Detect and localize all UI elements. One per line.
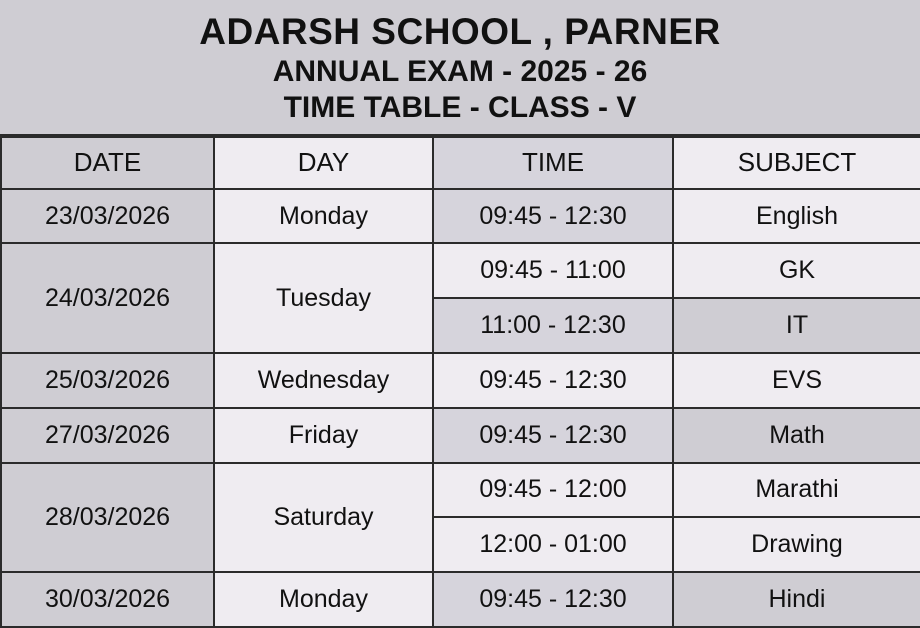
- cell-subject: Drawing: [673, 517, 920, 572]
- table-body: [1, 189, 920, 627]
- cell-date: 23/03/2026: [1, 189, 214, 244]
- cell-subject: Marathi: [673, 463, 920, 518]
- table-header: [1, 137, 920, 189]
- cell-day: Tuesday: [214, 243, 433, 353]
- cell-subject: IT: [673, 298, 920, 353]
- table-row: [1, 353, 920, 408]
- cell-date: 28/03/2026: [1, 463, 214, 573]
- cell-date: 27/03/2026: [1, 408, 214, 463]
- document-header: [0, 0, 920, 136]
- column-header-date: DATE: [1, 137, 214, 189]
- cell-time: 09:45 - 11:00: [433, 243, 673, 298]
- table-row: [1, 189, 920, 244]
- table-row: [1, 572, 920, 627]
- cell-subject: EVS: [673, 353, 920, 408]
- cell-time: 09:45 - 12:30: [433, 408, 673, 463]
- column-header-time: TIME: [433, 137, 673, 189]
- table-row: [1, 243, 920, 298]
- cell-day: Wednesday: [214, 353, 433, 408]
- exam-title: ANNUAL EXAM - 2025 - 26: [272, 54, 648, 88]
- cell-date: 24/03/2026: [1, 243, 214, 353]
- cell-date: 30/03/2026: [1, 572, 214, 627]
- table-header-row: [1, 137, 920, 189]
- column-header-subject: SUBJECT: [673, 137, 920, 189]
- timetable: [0, 136, 920, 628]
- cell-time: 09:45 - 12:00: [433, 463, 673, 518]
- cell-subject: Math: [673, 408, 920, 463]
- cell-day: Saturday: [214, 463, 433, 573]
- table-row: [1, 463, 920, 518]
- column-header-day: DAY: [214, 137, 433, 189]
- cell-time: 12:00 - 01:00: [433, 517, 673, 572]
- cell-date: 25/03/2026: [1, 353, 214, 408]
- cell-subject: GK: [673, 243, 920, 298]
- cell-time: 09:45 - 12:30: [433, 189, 673, 244]
- cell-subject: Hindi: [673, 572, 920, 627]
- cell-time: 09:45 - 12:30: [433, 353, 673, 408]
- cell-subject: English: [673, 189, 920, 244]
- school-name: ADARSH SCHOOL , PARNER: [199, 11, 721, 52]
- table-row: [1, 408, 920, 463]
- cell-time: 09:45 - 12:30: [433, 572, 673, 627]
- page-title: TIME TABLE - CLASS - V: [283, 90, 637, 124]
- cell-time: 11:00 - 12:30: [433, 298, 673, 353]
- cell-day: Friday: [214, 408, 433, 463]
- cell-day: Monday: [214, 572, 433, 627]
- cell-day: Monday: [214, 189, 433, 244]
